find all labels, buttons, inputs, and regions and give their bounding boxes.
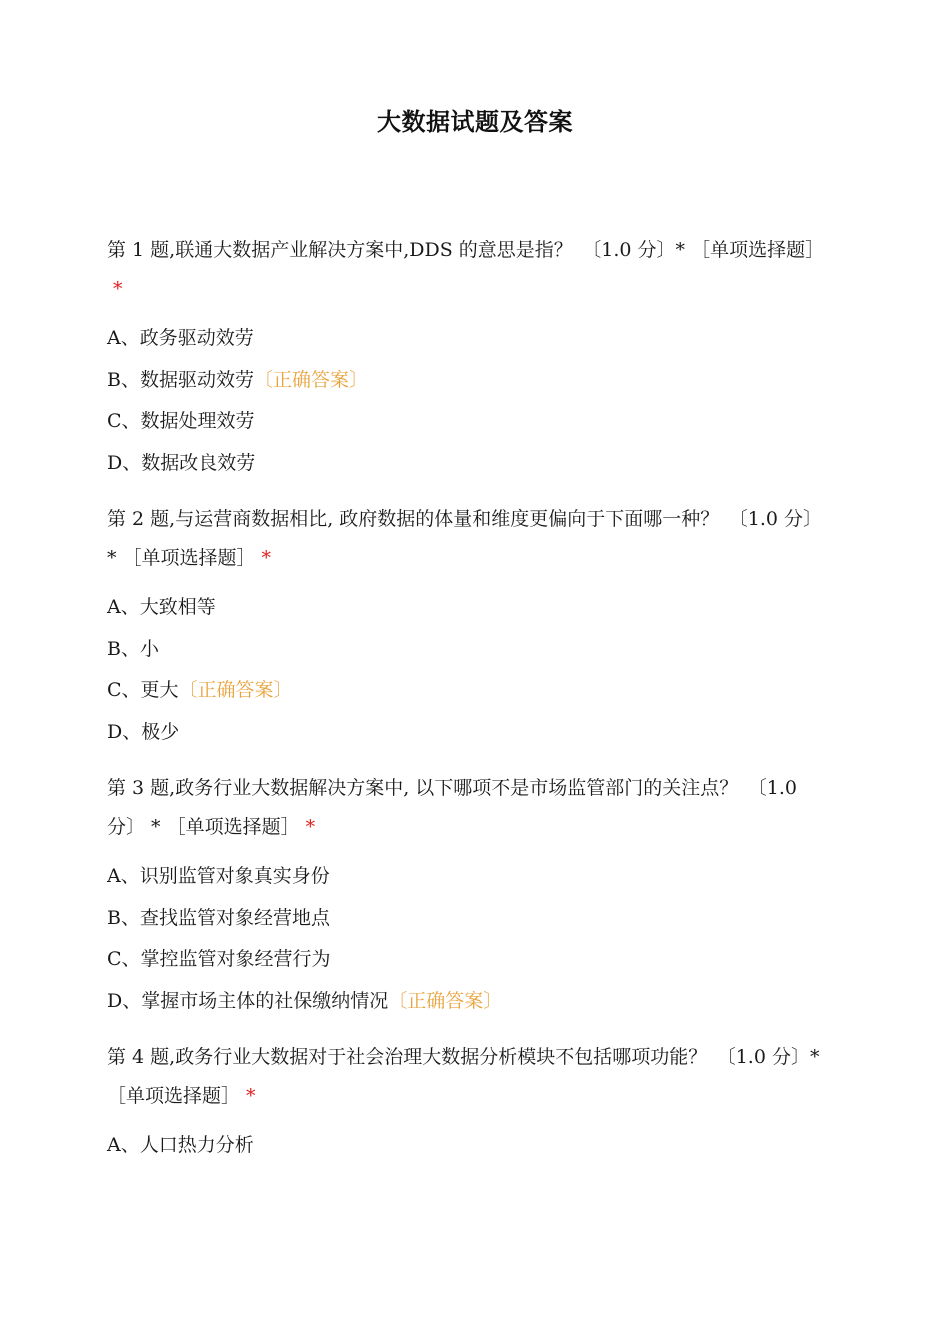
question-text: 第 3 题,政务行业大数据解决方案中, 以下哪项不是市场监管部门的关注点？ 〔1.0 分〕 * ［单项选择题］ bbox=[107, 777, 798, 838]
option-b[interactable]: B、小 bbox=[107, 637, 159, 660]
option-b[interactable]: B、数据驱动效劳〔正确答案〕 bbox=[107, 368, 368, 391]
correct-answer-tag: 〔正确答案〕 bbox=[253, 368, 368, 391]
option-d[interactable]: D、极少 bbox=[107, 720, 180, 743]
question-list bbox=[107, 231, 832, 1167]
option-c[interactable]: C、更大〔正确答案〕 bbox=[107, 679, 293, 701]
required-mark: * bbox=[305, 815, 316, 838]
option-list bbox=[107, 587, 832, 753]
spacer bbox=[107, 484, 832, 500]
option-a[interactable]: A、大致相等 bbox=[107, 596, 216, 618]
question-4 bbox=[107, 1038, 832, 1167]
required-mark: * bbox=[261, 546, 272, 569]
correct-answer-tag: 〔正确答案〕 bbox=[388, 989, 503, 1012]
option-a[interactable]: A、识别监管对象真实身份 bbox=[107, 865, 330, 887]
question-2 bbox=[107, 500, 832, 753]
option-c[interactable]: C、数据处理效劳 bbox=[107, 410, 255, 432]
option-list bbox=[107, 318, 832, 484]
option-d[interactable]: D、数据改良效劳 bbox=[107, 451, 256, 474]
spacer bbox=[107, 1022, 832, 1038]
required-mark: * bbox=[246, 1084, 256, 1107]
option-c[interactable]: C、掌控监管对象经营行为 bbox=[107, 948, 331, 970]
required-mark: * bbox=[113, 277, 123, 300]
option-b[interactable]: B、查找监管对象经营地点 bbox=[107, 906, 330, 929]
question-text: 第 4 题,政务行业大数据对于社会治理大数据分析模块不包括哪项功能？ 〔1.0 分〕* ［单项选择题］ bbox=[107, 1046, 820, 1107]
question-3 bbox=[107, 769, 832, 1022]
option-d[interactable]: D、掌握市场主体的社保缴纳情况〔正确答案〕 bbox=[107, 989, 503, 1012]
option-list bbox=[107, 856, 832, 1022]
question-text: 第 1 题,联通大数据产业解决方案中,DDS 的意思是指？ 〔1.0 分〕* ［单项选择题］ bbox=[107, 239, 825, 261]
option-list bbox=[107, 1125, 832, 1167]
spacer bbox=[107, 753, 832, 769]
correct-answer-tag: 〔正确答案〕 bbox=[178, 679, 293, 701]
option-a[interactable]: A、政务驱动效劳 bbox=[107, 327, 254, 349]
question-1 bbox=[107, 231, 832, 484]
question-text: 第 2 题,与运营商数据相比, 政府数据的体量和维度更偏向于下面哪一种？ 〔1.0 分〕 * ［单项选择题］ bbox=[107, 508, 823, 569]
document-title: 大数据试题及答案 bbox=[377, 108, 573, 136]
option-a[interactable]: A、人口热力分析 bbox=[107, 1134, 254, 1156]
